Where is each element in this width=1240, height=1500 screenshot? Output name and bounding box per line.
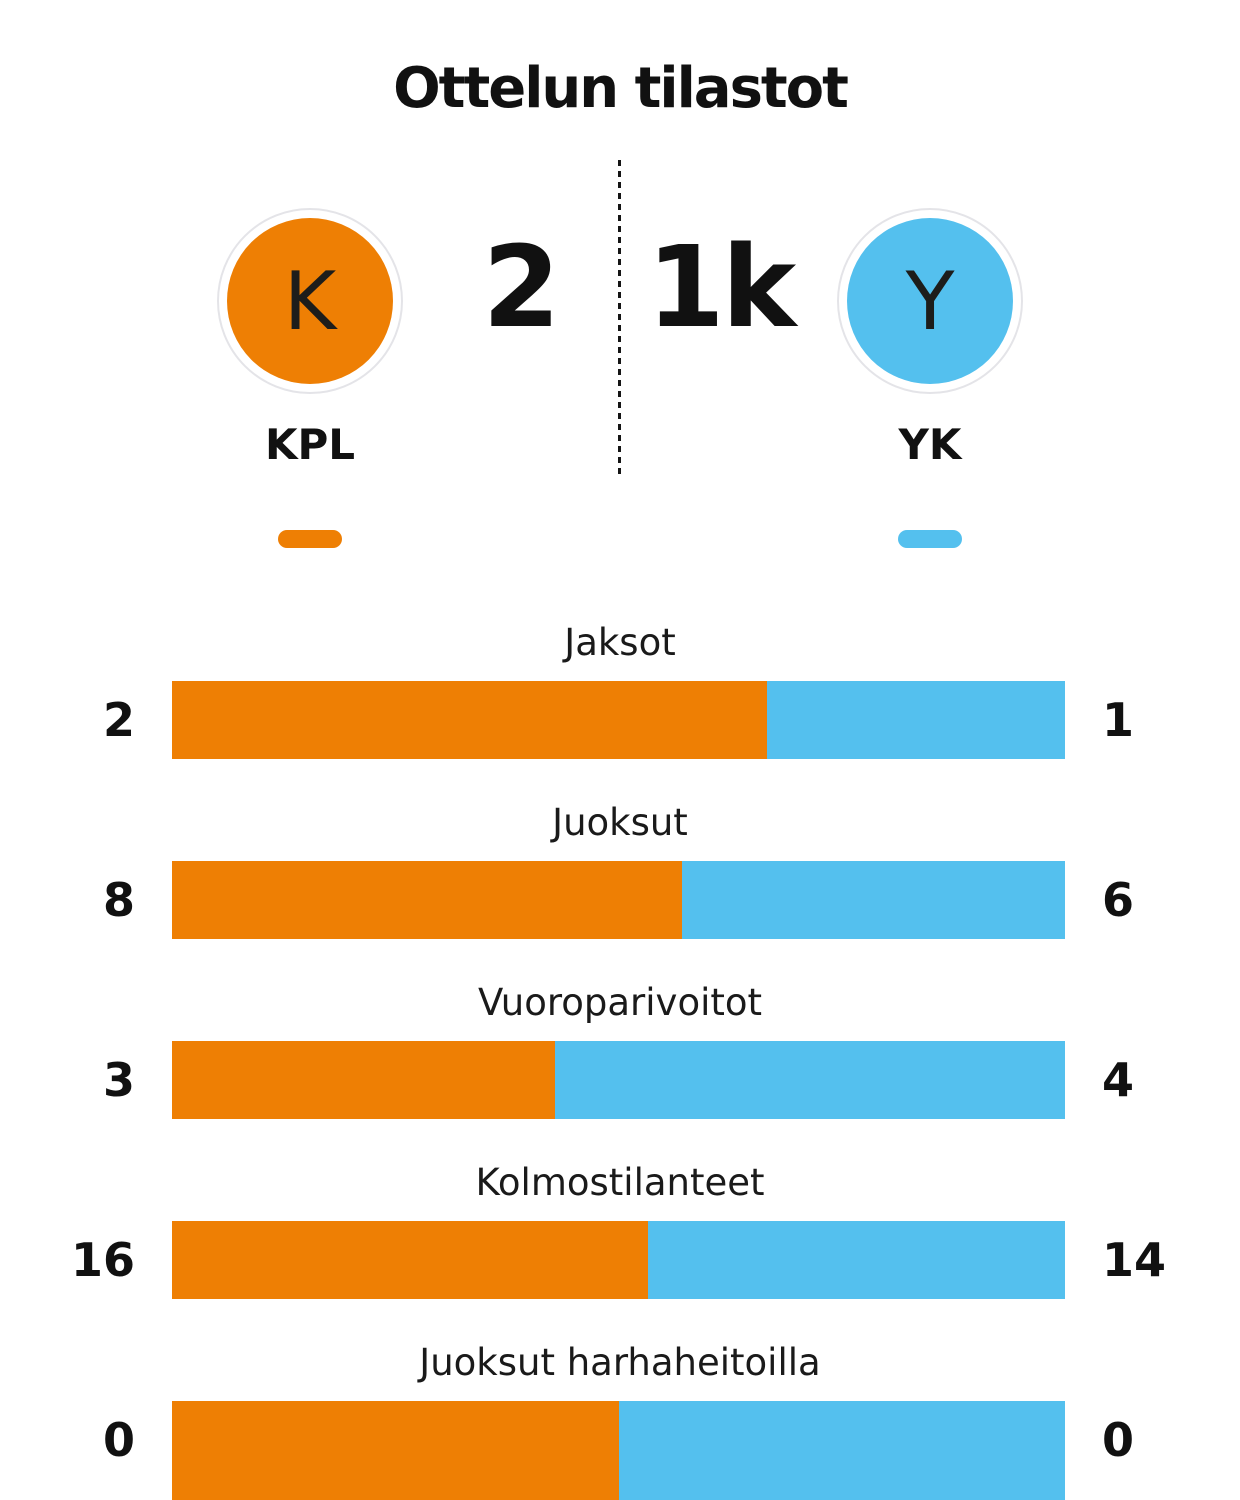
home-team-logo-letter: K	[227, 218, 393, 384]
away-stat-value: 0	[1102, 1413, 1135, 1467]
stat-label: Juoksut	[552, 801, 688, 844]
stat-label: Juoksut harhaheitoilla	[419, 1341, 821, 1384]
stat-bar	[172, 681, 1065, 759]
home-stat-value: 3	[102, 1053, 135, 1107]
away-bar-segment	[682, 861, 1065, 939]
stats-section	[0, 621, 1240, 1500]
home-bar-segment	[172, 681, 767, 759]
away-bar-segment	[767, 681, 1065, 759]
stat-row	[0, 621, 1240, 801]
stat-row	[0, 981, 1240, 1161]
home-bar-segment	[172, 1221, 648, 1299]
stat-bar	[172, 1221, 1065, 1299]
away-stat-value: 4	[1102, 1053, 1135, 1107]
home-bar-segment	[172, 1401, 619, 1500]
stat-row	[0, 1161, 1240, 1341]
stat-bar	[172, 861, 1065, 939]
stat-label: Jaksot	[564, 621, 676, 664]
stat-bar	[172, 1041, 1065, 1119]
away-legend-swatch	[898, 530, 962, 548]
home-bar-segment	[172, 1041, 555, 1119]
home-stat-value: 2	[102, 693, 135, 747]
home-team-logo	[217, 208, 403, 394]
away-bar-segment	[555, 1041, 1065, 1119]
page-title: Ottelun tilastot	[393, 56, 847, 121]
away-stat-value: 6	[1102, 873, 1135, 927]
home-stat-value: 0	[102, 1413, 135, 1467]
home-team-abbr: KPL	[264, 420, 356, 469]
home-legend-swatch	[278, 530, 342, 548]
stat-label: Vuoroparivoitot	[477, 981, 763, 1024]
stat-label: Kolmostilanteet	[475, 1161, 765, 1204]
stat-row	[0, 801, 1240, 981]
away-stat-value: 14	[1102, 1233, 1167, 1287]
stat-bar	[172, 1401, 1065, 1500]
away-team-logo	[837, 208, 1023, 394]
home-bar-segment	[172, 861, 682, 939]
home-stat-value: 16	[70, 1233, 135, 1287]
home-stat-value: 8	[102, 873, 135, 927]
home-score: 2	[482, 223, 558, 353]
away-bar-segment	[619, 1401, 1066, 1500]
away-stat-value: 1	[1102, 693, 1135, 747]
stat-row	[0, 1341, 1240, 1500]
away-team-logo-letter: Y	[847, 218, 1013, 384]
away-team-abbr: YK	[898, 420, 962, 469]
away-bar-segment	[648, 1221, 1065, 1299]
away-score: 1k	[646, 223, 794, 353]
